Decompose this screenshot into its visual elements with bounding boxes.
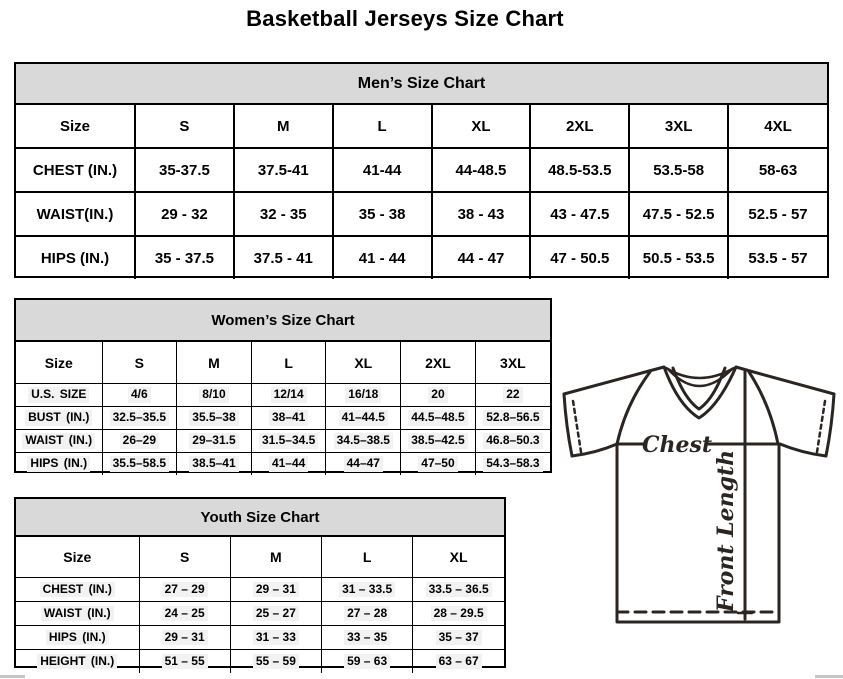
value-cell: 28 – 29.5 — [413, 602, 504, 626]
youth-size-header-row — [16, 537, 504, 578]
value-cell: 24 – 25 — [139, 602, 230, 626]
value-cell: 29 – 31 — [139, 626, 230, 650]
value-cell: 33.5 – 36.5 — [413, 578, 504, 602]
value-cell: 27 – 29 — [139, 578, 230, 602]
table-row — [16, 407, 550, 430]
value-cell: 22 — [475, 384, 550, 407]
value-cell: 35-37.5 — [135, 148, 234, 192]
value-cell: 51 – 55 — [139, 650, 230, 674]
value-cell: 31.5–34.5 — [251, 430, 326, 453]
womens-size-chart-title: Women’s Size Chart — [16, 300, 550, 342]
value-cell: 52.8–56.5 — [475, 407, 550, 430]
size-column-header: M — [234, 105, 333, 148]
table-row — [16, 192, 827, 236]
row-label-cell: CHEST (IN.) — [16, 148, 135, 192]
value-cell: 41–44 — [251, 453, 326, 476]
value-cell: 27 – 28 — [322, 602, 413, 626]
value-cell: 44 - 47 — [432, 236, 531, 279]
row-label-cell: WAIST (IN.) — [16, 430, 102, 453]
value-cell: 37.5 - 41 — [234, 236, 333, 279]
value-cell: 41–44.5 — [326, 407, 401, 430]
value-cell: 26–29 — [102, 430, 177, 453]
size-column-header: 2XL — [401, 342, 476, 384]
size-column-header: XL — [413, 537, 504, 578]
row-label-cell: HIPS (IN.) — [16, 626, 139, 650]
row-label-cell: HEIGHT (IN.) — [16, 650, 139, 674]
size-corner-header: Size — [16, 537, 139, 578]
size-column-header: XL — [432, 105, 531, 148]
value-cell: 25 – 27 — [230, 602, 321, 626]
value-cell: 52.5 - 57 — [728, 192, 827, 236]
jersey-outline-icon — [564, 367, 834, 622]
mens-size-chart-title: Men’s Size Chart — [16, 64, 827, 105]
value-cell: 41-44 — [333, 148, 432, 192]
value-cell: 29 - 32 — [135, 192, 234, 236]
row-label-cell: HIPS (IN.) — [16, 236, 135, 279]
value-cell: 32 - 35 — [234, 192, 333, 236]
page-title: Basketball Jerseys Size Chart — [246, 6, 564, 31]
size-column-header: L — [322, 537, 413, 578]
value-cell: 31 – 33 — [230, 626, 321, 650]
value-cell: 50.5 - 53.5 — [629, 236, 728, 279]
table-row — [16, 453, 550, 476]
value-cell: 53.5-58 — [629, 148, 728, 192]
value-cell: 46.8–50.3 — [475, 430, 550, 453]
row-label-cell: HIPS (IN.) — [16, 453, 102, 476]
youth-size-table — [16, 537, 504, 673]
value-cell: 4/6 — [102, 384, 177, 407]
value-cell: 8/10 — [177, 384, 252, 407]
size-column-header: 2XL — [530, 105, 629, 148]
value-cell: 12/14 — [251, 384, 326, 407]
size-corner-header: Size — [16, 105, 135, 148]
womens-size-table — [16, 342, 550, 475]
value-cell: 35 - 38 — [333, 192, 432, 236]
value-cell: 54.3–58.3 — [475, 453, 550, 476]
mens-size-table — [16, 105, 827, 279]
table-row — [16, 148, 827, 192]
table-row — [16, 384, 550, 407]
value-cell: 44–47 — [326, 453, 401, 476]
row-label-cell: WAIST(IN.) — [16, 192, 135, 236]
mens-size-chart — [14, 62, 829, 278]
scrollbar-fragment-left[interactable] — [0, 675, 25, 678]
value-cell: 37.5-41 — [234, 148, 333, 192]
value-cell: 47 - 50.5 — [530, 236, 629, 279]
mens-size-header-row — [16, 105, 827, 148]
value-cell: 35 – 37 — [413, 626, 504, 650]
value-cell: 38 - 43 — [432, 192, 531, 236]
value-cell: 47.5 - 52.5 — [629, 192, 728, 236]
table-row — [16, 602, 504, 626]
womens-size-header-row — [16, 342, 550, 384]
value-cell: 53.5 - 57 — [728, 236, 827, 279]
value-cell: 58-63 — [728, 148, 827, 192]
table-row — [16, 626, 504, 650]
value-cell: 59 – 63 — [322, 650, 413, 674]
size-column-header: L — [333, 105, 432, 148]
table-row — [16, 430, 550, 453]
value-cell: 38.5–41 — [177, 453, 252, 476]
value-cell: 20 — [401, 384, 476, 407]
value-cell: 35 - 37.5 — [135, 236, 234, 279]
value-cell: 29–31.5 — [177, 430, 252, 453]
table-row — [16, 578, 504, 602]
value-cell: 47–50 — [401, 453, 476, 476]
size-column-header: XL — [326, 342, 401, 384]
size-column-header: 3XL — [475, 342, 550, 384]
value-cell: 38.5–42.5 — [401, 430, 476, 453]
front-length-label: Front Length — [713, 449, 739, 613]
size-column-header: L — [251, 342, 326, 384]
value-cell: 38–41 — [251, 407, 326, 430]
value-cell: 55 – 59 — [230, 650, 321, 674]
row-label-cell: CHEST (IN.) — [16, 578, 139, 602]
row-label-cell: BUST (IN.) — [16, 407, 102, 430]
table-row — [16, 650, 504, 674]
size-column-header: 4XL — [728, 105, 827, 148]
value-cell: 44-48.5 — [432, 148, 531, 192]
womens-size-chart — [14, 298, 552, 473]
size-column-header: M — [230, 537, 321, 578]
size-column-header: S — [139, 537, 230, 578]
chest-label: Chest — [641, 432, 713, 458]
value-cell: 63 – 67 — [413, 650, 504, 674]
value-cell: 32.5–35.5 — [102, 407, 177, 430]
youth-size-chart — [14, 497, 506, 668]
youth-size-chart-title: Youth Size Chart — [16, 499, 504, 537]
size-column-header: M — [177, 342, 252, 384]
value-cell: 43 - 47.5 — [530, 192, 629, 236]
value-cell: 41 - 44 — [333, 236, 432, 279]
size-column-header: 3XL — [629, 105, 728, 148]
table-row — [16, 236, 827, 279]
size-column-header: S — [135, 105, 234, 148]
value-cell: 34.5–38.5 — [326, 430, 401, 453]
row-label-cell: U.S. SIZE — [16, 384, 102, 407]
scrollbar-fragment-right[interactable] — [815, 675, 843, 678]
row-label-cell: WAIST (IN.) — [16, 602, 139, 626]
value-cell: 33 – 35 — [322, 626, 413, 650]
value-cell: 31 – 33.5 — [322, 578, 413, 602]
size-corner-header: Size — [16, 342, 102, 384]
value-cell: 44.5–48.5 — [401, 407, 476, 430]
value-cell: 35.5–58.5 — [102, 453, 177, 476]
value-cell: 16/18 — [326, 384, 401, 407]
value-cell: 48.5-53.5 — [530, 148, 629, 192]
jersey-measurement-diagram — [556, 356, 842, 628]
size-column-header: S — [102, 342, 177, 384]
value-cell: 29 – 31 — [230, 578, 321, 602]
value-cell: 35.5–38 — [177, 407, 252, 430]
